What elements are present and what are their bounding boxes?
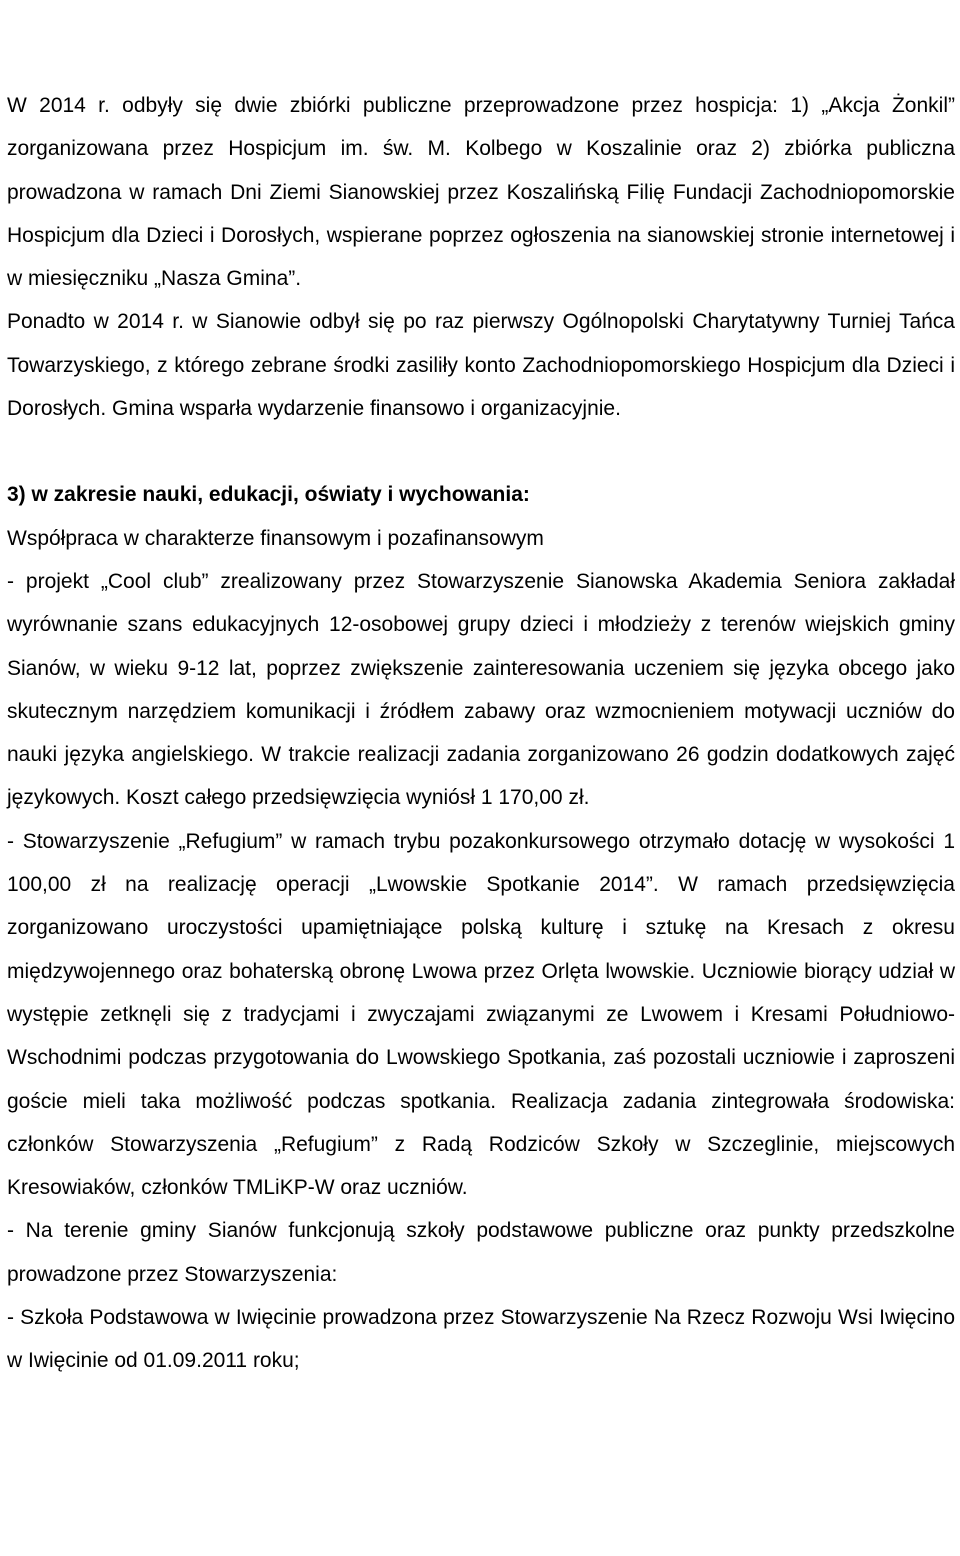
spacer	[7, 430, 955, 473]
paragraph-cooperation-type: Współpraca w charakterze finansowym i pozafinansowym	[7, 526, 544, 550]
paragraph-refugium-grant: - Stowarzyszenie „Refugium” w ramach trybu pozakonkursowego otrzymało dotację w wysokości 1 100,00 zł na realizację operacji „Lwowskie Spotkanie 2014”. W ramach przedsięwzięcia zorganizowano uroczystości upamiętniające polską kulturę i sztukę na Kresach z okresu międzywojennego oraz bohaterską obronę Lwowa przez Orlęta lwowskie. Uczniowie biorący udział w występie zetknęli się z tradycjami i zwyczajami związanymi ze Lwowem i Kresami Południowo-Wschodnimi podczas przygotowania do Lwowskiego Spotkania, zaś pozostali uczniowie i zaproszeni goście mieli taka możliwość podczas spotkania. Realizacja zadania zintegrowała środowiska: członków Stowarzyszenia „Refugium” z Radą Rodziców Szkoły w Szczeglinie, miejscowych Kresowiaków, członków TMLiKP-W oraz uczniów.	[7, 829, 955, 1200]
paragraph-iwiecino-school: - Szkoła Podstawowa w Iwięcinie prowadzona przez Stowarzyszenie Na Rzecz Rozwoju Wsi Iwięcino w Iwięcinie od 01.09.2011 roku;	[7, 1306, 955, 1373]
section-heading: 3) w zakresie nauki, edukacji, oświaty i wychowania:	[7, 483, 530, 507]
paragraph-hospice-collections: W 2014 r. odbyły się dwie zbiórki publiczne przeprowadzone przez hospicja: 1) „Akcja Żonkil” zorganizowana przez Hospicjum im. św. M. Kolbego w Koszalinie oraz 2) zbiórka publiczna prowadzona w ramach Dni Ziemi Sianowskiej przez Koszalińską Filię Fundacji Zachodniopomorskie Hospicjum dla Dzieci i Dorosłych, wspierane poprzez ogłoszenia na sianowskiej stronie internetowej i w miesięczniku „Nasza Gmina”.	[7, 94, 955, 291]
paragraph-schools-intro: - Na terenie gminy Sianów funkcjonują szkoły podstawowe publiczne oraz punkty przedszkolne prowadzone przez Stowarzyszenia:	[7, 1219, 955, 1286]
paragraph-dance-tournament: Ponadto w 2014 r. w Sianowie odbył się po raz pierwszy Ogólnopolski Charytatywny Turniej Tańca Towarzyskiego, z którego zebrane środki zasiliły konto Zachodniopomorskiego Hospicjum dla Dzieci i Dorosłych. Gmina wsparła wydarzenie finansowo i organizacyjnie.	[7, 310, 955, 421]
document-page	[7, 84, 955, 1383]
paragraph-cool-club-project: - projekt „Cool club” zrealizowany przez Stowarzyszenie Sianowska Akademia Seniora zakładał wyrównanie szans edukacyjnych 12-osobowej grupy dzieci i młodzieży z terenów wiejskich gminy Sianów, w wieku 9-12 lat, poprzez zwiększenie zainteresowania uczeniem się języka obcego jako skutecznym narzędziem komunikacji i źródłem zabawy oraz wzmocnieniem motywacji uczniów do nauki języka angielskiego. W trakcie realizacji zadania zorganizowano 26 godzin dodatkowych zajęć językowych. Koszt całego przedsięwzięcia wyniósł 1 170,00 zł.	[7, 569, 955, 810]
